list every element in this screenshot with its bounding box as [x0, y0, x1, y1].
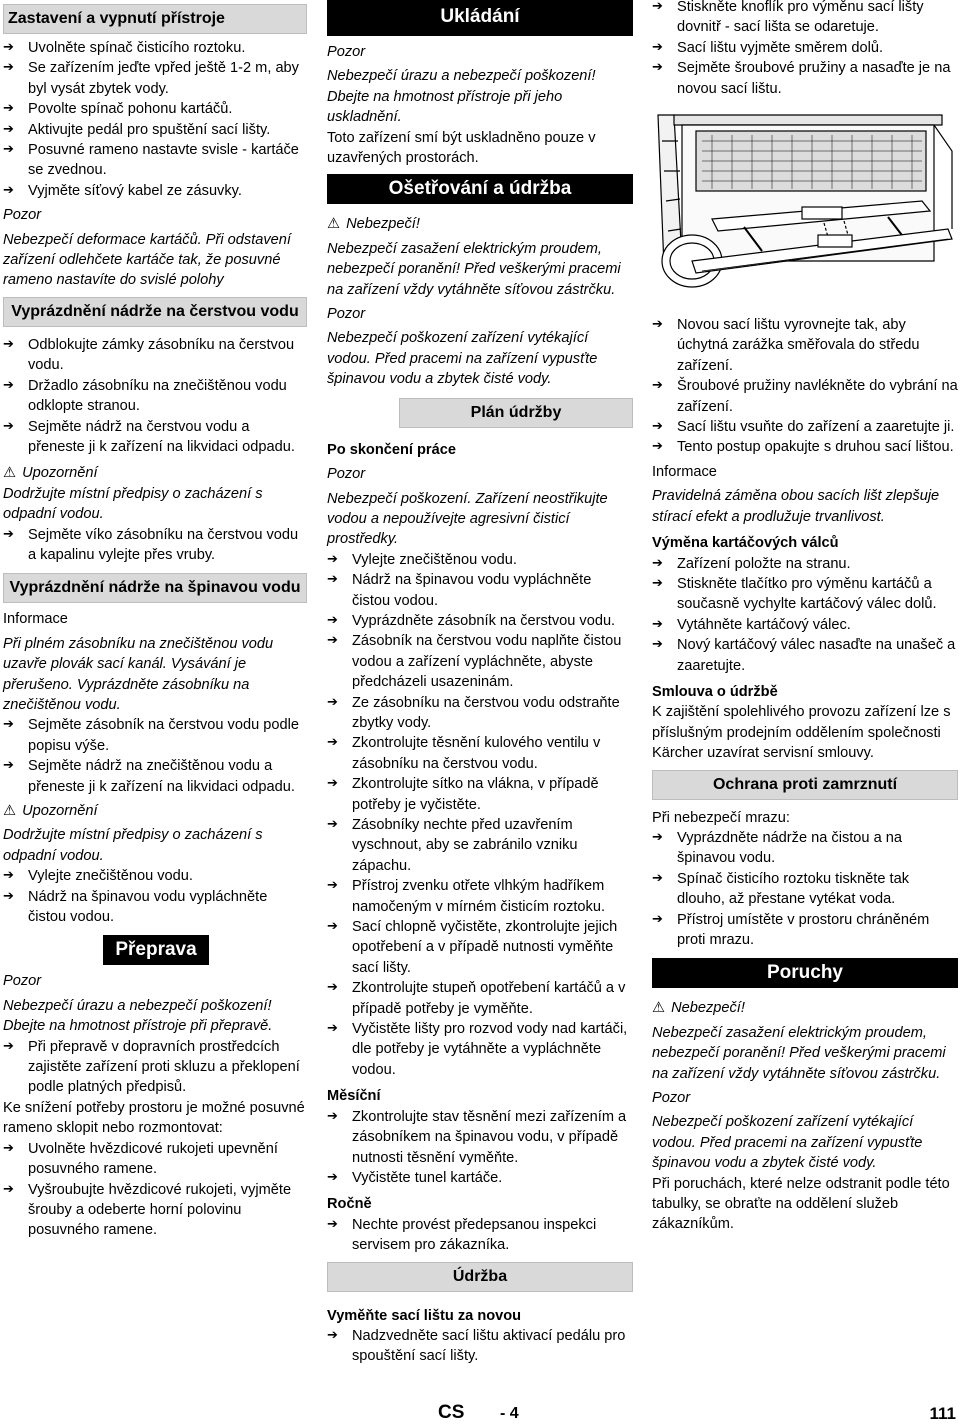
- list-preprava: [3, 1037, 307, 1098]
- list-item: ➔ Nechte provést předepsanou inspekci servisem pro zákazníka.: [327, 1215, 633, 1256]
- informace-text: Pravidelná záměna obou sacích lišt zlepšuje stírací efekt a prodlužuje trvanlivost.: [652, 488, 940, 525]
- upozorneni-label: [3, 801, 307, 821]
- squeegee-illustration: [652, 111, 958, 309]
- nebezpeci-text: Nebezpečí zasažení elektrickým proudem, nebezpečí poranění! Před veškerými pracemi na zařízení vždy vytáhněte síťovou zástrčku.: [327, 240, 621, 298]
- column-2: [327, 0, 633, 1367]
- ochrana-paragraph: Při nebezpečí mrazu:: [652, 809, 790, 826]
- list-item: ➔ Zkontrolujte těsnění kulového ventilu v zásobníku na čerstvou vodu.: [327, 733, 633, 774]
- list-item: ➔ Sací lištu vsuňte do zařízení a zaaretujte ji.: [652, 417, 958, 437]
- list-spinava-2: [3, 866, 307, 927]
- warning-triangle-icon: ⚠: [3, 802, 17, 819]
- list-item: ➔ Sejměte víko zásobníku na čerstvou vodu a kapalinu vylejte přes vruby.: [3, 525, 307, 566]
- list-po-skonceni: [327, 550, 633, 1081]
- list-item: ➔ Zařízení položte na stranu.: [652, 554, 958, 574]
- list-spinava: [3, 715, 307, 797]
- nebezpeci-text: Nebezpečí zasažení elektrickým proudem, nebezpečí poranění! Před veškerými pracemi na zařízení vždy vytáhněte síťovou zástrčku.: [652, 1024, 946, 1082]
- pozor-label: Pozor: [327, 306, 366, 323]
- list-item: ➔ Vyčistěte lišty pro rozvod vody nad kartáči, dle potřeby je vytáhněte a vypláchněte vodou.: [327, 1019, 633, 1080]
- nebezpeci-text-label: Nebezpečí!: [346, 216, 420, 233]
- list-item: ➔ Novou sací lištu vyrovnejte tak, aby úchytná zarážka směřovala do středu zařízení.: [652, 315, 958, 376]
- list-cista: [3, 335, 307, 457]
- pozor-label: Pozor: [3, 207, 42, 224]
- list-item: ➔ Sací chlopně vyčistěte, zkontrolujte jejich opotřebení a v případě nutnosti vyměňte sací lišty.: [327, 917, 633, 978]
- subheading-vymente: Vyměňte sací lištu za novou: [327, 1307, 522, 1324]
- pozor-label: Pozor: [3, 973, 42, 990]
- pozor-text: Nebezpečí úrazu a nebezpečí poškození! Dbejte na hmotnost přístroje při přepravě.: [3, 997, 273, 1035]
- list-item: ➔ Nadzvedněte sací lištu aktivací pedálu pro spouštění sací lišty.: [327, 1326, 633, 1367]
- list-item: ➔ Šroubové pružiny navlékněte do vybrání na zařízení.: [652, 376, 958, 417]
- subheading-po-skonceni: Po skončení práce: [327, 441, 456, 458]
- upozorneni-text-label: Upozornění: [22, 803, 98, 819]
- list-item: ➔ Vylejte znečištěnou vodu.: [327, 550, 633, 570]
- list-item: ➔ Vyprázdněte zásobník na čerstvou vodu.: [327, 611, 633, 631]
- warning-triangle-icon: ⚠: [3, 464, 17, 482]
- column-1: [3, 0, 307, 1241]
- list-item: ➔ Posuvné rameno nastavte svisle - kartáče se zvednou.: [3, 140, 307, 181]
- pozor-text: Nebezpečí deformace kartáčů. Při odstavení zařízení odlehčete kartáče tak, že posuvné rameno nastavíte do svislé polohy: [3, 231, 291, 289]
- subheading-mesicni: Měsíční: [327, 1088, 381, 1105]
- page-footer: [0, 1400, 960, 1425]
- list-rocne: [327, 1215, 633, 1256]
- heading-spinava-voda: Vyprázdnění nádrže na špinavou vodu: [3, 573, 307, 603]
- list-item: ➔ Zkontrolujte sítko na vlákna, v případě potřeby je vyčistěte.: [327, 774, 633, 815]
- list-vymena: [652, 554, 958, 676]
- list-item: ➔ Stiskněte tlačítko pro výměnu kartáčů a současně vychylte kartáčový válec dolů.: [652, 574, 958, 615]
- warning-triangle-icon: ⚠: [327, 215, 341, 233]
- pozor-text: Nebezpečí úrazu a nebezpečí poškození! Dbejte na hmotnost přístroje při jeho uskladnění.: [327, 68, 596, 126]
- list-item: ➔ Nádrž na špinavou vodu vypláchněte čistou vodou.: [327, 570, 633, 611]
- list-item: ➔ Sací lištu vyjměte směrem dolů.: [652, 38, 958, 58]
- pozor-label: Pozor: [652, 1090, 691, 1107]
- pozor-text: Nebezpečí poškození. Zařízení neostřikujte vodou a nepoužívejte agresivní čisticí prostředky.: [327, 490, 608, 548]
- list-item: ➔ Vyprázdněte nádrže na čistou a na špinavou vodu.: [652, 828, 958, 869]
- list-item: ➔ Sejměte nádrž na čerstvou vodu a přeneste ji k zařízení na likvidaci odpadu.: [3, 417, 307, 458]
- heading-plan-udrzby: Plán údržby: [399, 398, 633, 428]
- list-item: ➔ Zkontrolujte stupeň opotřebení kartáčů a v případě potřeby je vyměňte.: [327, 978, 633, 1019]
- heading-preprava: Přeprava: [103, 935, 209, 965]
- footer-page-number: 111: [929, 1404, 956, 1423]
- upozorneni-text-label: Upozornění: [22, 465, 98, 482]
- upozorneni-text: Dodržujte místní předpisy o zacházení s odpadní vodou.: [3, 827, 263, 864]
- heading-ukladani: Ukládání: [327, 0, 633, 36]
- informace-text: Při plném zásobníku na znečištěnou vodu uzavře plovák sací kanál. Vysávání je přerušeno. Vyprázdněte zásobníku na znečištěnou vodu.: [3, 635, 274, 713]
- warning-triangle-icon: ⚠: [652, 999, 666, 1017]
- list-item: ➔ Ze zásobníku na čerstvou vodu odstraňte zbytky vody.: [327, 693, 633, 734]
- subheading-vymena: Výměna kartáčových válců: [652, 535, 839, 552]
- list-cista-2: [3, 525, 307, 566]
- pozor-text: Nebezpečí poškození zařízení vytékající vodou. Před pracemi na zařízení vypusťte špinavou vodu a zbytek čisté vody.: [652, 1114, 923, 1172]
- subheading-smlouva: Smlouva o údržbě: [652, 683, 778, 700]
- list-zastaveni: [3, 38, 307, 201]
- list-item: ➔ Zásobníky nechte před uzavřením vyschnout, aby se zabránilo vzniku zápachu.: [327, 815, 633, 876]
- pozor-label: Pozor: [327, 44, 366, 60]
- list-item: ➔ Odblokujte zámky zásobníku na čerstvou vodu.: [3, 335, 307, 376]
- informace-label: Informace: [3, 611, 68, 628]
- pozor-text: Nebezpečí poškození zařízení vytékající vodou. Před pracemi na zařízení vypusťte špinavou vodu a zbytek čisté vody.: [327, 330, 598, 388]
- list-item: ➔ Vyjměte síťový kabel ze zásuvky.: [3, 181, 307, 201]
- preprava-paragraph: Ke snížení potřeby prostoru je možné posuvné rameno sklopit nebo rozmontovat:: [3, 1099, 305, 1137]
- heading-zastaveni: Zastavení a vypnutí přístroje: [3, 4, 307, 34]
- heading-ochrana: Ochrana proti zamrznutí: [652, 770, 958, 800]
- list-item: ➔ Uvolněte hvězdicové rukojeti upevnění posuvného ramene.: [3, 1139, 307, 1180]
- list-preprava-2: [3, 1139, 307, 1241]
- subheading-rocne: Ročně: [327, 1196, 372, 1213]
- nebezpeci-label: [327, 214, 633, 234]
- list-item: ➔ Vylejte znečištěnou vodu.: [3, 866, 307, 886]
- list-item: ➔ Stiskněte knoflík pro výměnu sací lišty dovnitř - sací lišta se odaretuje.: [652, 0, 958, 38]
- list-item: ➔ Při přepravě v dopravních prostředcích zajistěte zařízení proti skluzu a překlopení podle platných předpisů.: [3, 1037, 307, 1098]
- list-item: ➔ Sejměte šroubové pružiny a nasaďte je na novou sací lištu.: [652, 58, 958, 99]
- upozorneni-text: Dodržujte místní předpisy o zacházení s odpadní vodou.: [3, 485, 263, 523]
- nebezpeci-text-label: Nebezpečí!: [671, 1000, 745, 1017]
- list-item: ➔ Vyčistěte tunel kartáče.: [327, 1168, 633, 1188]
- list-item: ➔ Přístroj umístěte v prostoru chráněném proti mrazu.: [652, 910, 958, 951]
- upozorneni-label: [3, 463, 307, 483]
- list-mesicni: [327, 1107, 633, 1189]
- list-item: ➔ Se zařízením jeďte vpřed ještě 1-2 m, aby byl vysát zbytek vody.: [3, 58, 307, 99]
- pozor-label: Pozor: [327, 466, 366, 483]
- heading-osetrovani: Ošetřování a údržba: [327, 174, 633, 204]
- heading-poruchy: Poruchy: [652, 958, 958, 988]
- ukladani-paragraph: Toto zařízení smí být uskladněno pouze v uzavřených prostorách.: [327, 129, 596, 167]
- list-item: ➔ Vytáhněte kartáčový válec.: [652, 615, 958, 635]
- list-item: ➔ Aktivujte pedál pro spuštění sací lišty.: [3, 120, 307, 140]
- list-item: ➔ Povolte spínač pohonu kartáčů.: [3, 99, 307, 119]
- list-vymente: [327, 1326, 633, 1367]
- list-mid: [652, 315, 958, 458]
- list-ochrana: [652, 828, 958, 950]
- list-item: ➔ Spínač čisticího roztoku tiskněte tak dlouho, až přestane vytékat voda.: [652, 869, 958, 910]
- footer-language: CS: [438, 1402, 465, 1423]
- list-item: ➔ Nový kartáčový válec nasaďte na unašeč a zaaretujte.: [652, 635, 958, 676]
- list-item: ➔ Tento postup opakujte s druhou sací lištou.: [652, 437, 958, 457]
- column-3: [652, 0, 958, 1235]
- nebezpeci-label: [652, 998, 958, 1018]
- poruchy-paragraph: Při poruchách, které nelze odstranit podle této tabulky, se obraťte na oddělení služeb zákazníkům.: [652, 1175, 950, 1233]
- heading-cista-voda: Vyprázdnění nádrže na čerstvou vodu: [3, 297, 307, 327]
- list-item: ➔ Držadlo zásobníku na znečištěnou vodu odklopte stranou.: [3, 376, 307, 417]
- list-item: ➔ Zásobník na čerstvou vodu naplňte čistou vodou a zařízení vypláchněte, abyste předcházeli usazeninám.: [327, 631, 633, 692]
- footer-page-indicator: - 4: [500, 1405, 519, 1422]
- list-item: ➔ Sejměte zásobník na čerstvou vodu podle popisu výše.: [3, 715, 307, 756]
- list-item: ➔ Nádrž na špinavou vodu vypláchněte čistou vodou.: [3, 887, 307, 928]
- list-item: ➔ Sejměte nádrž na znečištěnou vodu a přeneste ji k zařízení na likvidaci odpadu.: [3, 756, 307, 797]
- heading-udrzba: Údržba: [327, 1262, 633, 1292]
- smlouva-paragraph: K zajištění spolehlivého provozu zařízení lze s příslušným prodejním oddělením společnosti Kärcher uzavírat servisní smlouvy.: [652, 704, 951, 762]
- list-item: ➔ Uvolněte spínač čisticího roztoku.: [3, 38, 307, 58]
- list-top: [652, 0, 958, 99]
- list-item: ➔ Přístroj zvenku otřete vlhkým hadříkem namočeným v mírném čisticím roztoku.: [327, 876, 633, 917]
- list-item: ➔ Vyšroubujte hvězdicové rukojeti, vyjměte šrouby a odeberte horní polovinu posuvného ramene.: [3, 1180, 307, 1241]
- informace-label: Informace: [652, 463, 717, 480]
- list-item: ➔ Zkontrolujte stav těsnění mezi zařízením a zásobníkem na špinavou vodu, v případě nutnosti těsnění vyměňte.: [327, 1107, 633, 1168]
